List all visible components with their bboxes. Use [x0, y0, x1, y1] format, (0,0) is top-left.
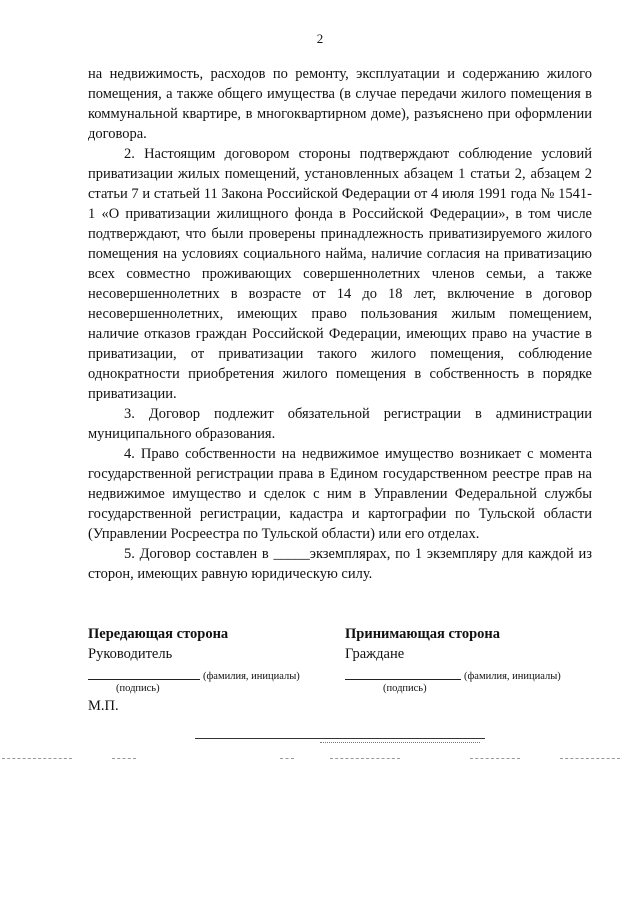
signature-block — [88, 624, 592, 714]
receiving-signature-line — [345, 666, 595, 682]
paragraph-continuation: на недвижимость, расходов по ремонту, эксплуатации и содержанию жилого помещения, а также общего имущества (в случае передачи жилого помещения в коммунальной квартире, в многоквартирном доме), разъяснено при оформлении договора. — [88, 66, 592, 142]
contract-body — [88, 64, 592, 584]
receiving-party — [345, 624, 595, 696]
paragraph-2-privatization-conditions: 2. Настоящим договором стороны подтверждают соблюдение условий приватизации жилых помещений, установленных абзацем 1 статьи 2, абзацем 2 статьи 7 и статьей 11 Закона Российской Федерации от 4 июля 1991 года № 1541-1 «О приватизации жилищного фонда в Российской Федерации», в том числе подтверждают, что были проверены принадлежность приватизируемого жилого помещения на условиях социального найма, наличие согласия на приватизацию всех совместно проживающих совершеннолетних членов семьи, а также несовершеннолетних в возрасте от 14 до 18 лет, включение в договор несовершеннолетних, имеющих право пользования жилым помещением, наличие отказов граждан Российской Федерации, имеющих право на участие в приватизации, от приватизации такого жилого помещения, соблюдение однократности приобретения жилого помещения в собственность в порядке приватизации. — [88, 146, 592, 402]
bottom-rule-faint — [320, 742, 480, 743]
names-caption: (фамилия, инициалы) — [203, 671, 300, 682]
transferring-signature-line — [88, 666, 333, 682]
bottom-rule — [195, 738, 485, 739]
paragraph-4-ownership-right: 4. Право собственности на недвижимое имущество возникает с момента государственной регистрации права в Едином государственном реестре прав на недвижимое имущество и сделок с ним в Управлении Федеральной службы государственной регистрации, кадастра и картографии по Тульской области (Управлении Росреестра по Тульской области) или его отделах. — [88, 446, 592, 542]
names-caption: (фамилия, инициалы) — [464, 671, 561, 682]
stamp-mark: М.П. — [88, 698, 119, 714]
sign-caption: (подпись) — [383, 683, 427, 694]
paragraph-3-registration: 3. Договор подлежит обязательной регистрации в администрации муниципального образования. — [88, 406, 592, 442]
transferring-party-title: Передающая сторона — [88, 626, 229, 642]
signature-blank — [345, 679, 461, 680]
receiving-party-role: Граждане — [345, 646, 405, 662]
transferring-party-role: Руководитель — [88, 646, 173, 662]
signature-blank — [88, 679, 200, 680]
page-number: 2 — [316, 31, 324, 46]
receiving-party-title: Принимающая сторона — [345, 626, 501, 642]
transferring-party — [88, 624, 333, 716]
paragraph-5-copies: 5. Договор составлен в _____экземплярах, по 1 экземпляру для каждой из сторон, имеющих равную юридическую силу. — [88, 546, 592, 582]
scan-artifact-line — [0, 758, 640, 760]
sign-caption: (подпись) — [116, 683, 160, 694]
